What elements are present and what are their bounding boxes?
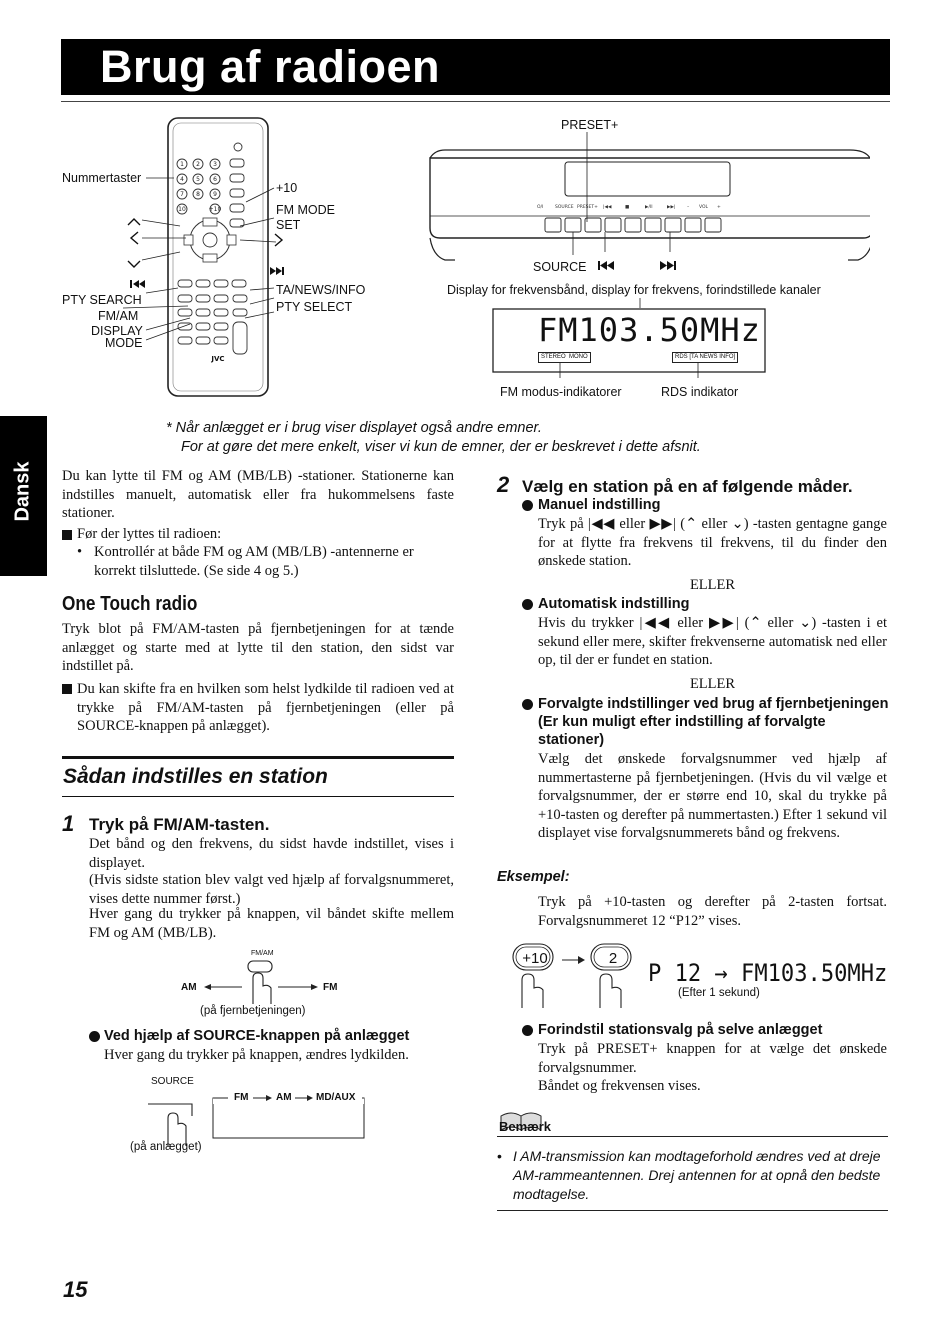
note-rule-top bbox=[497, 1136, 888, 1137]
svg-text:|◀◀: |◀◀ bbox=[603, 205, 612, 210]
one-touch-bullet: Du kan skifte fra en hvilken som helst lydkilde til radioen ved at trykke på FM/AM-tasten på fjernbetjeningen (eller på SOURCE-knappen på anlægget). bbox=[77, 681, 454, 734]
example-heading: Eksempel: bbox=[497, 869, 570, 885]
language-tab-label: Dansk bbox=[11, 461, 34, 522]
step2-number: 2 bbox=[497, 472, 510, 497]
bullet-dot: • bbox=[77, 544, 83, 560]
preset-heading: Forvalgte indstillinger ved brug af fjernbetjeningen (Er kun muligt efter indstilling af forvalgte stationer) bbox=[538, 696, 889, 748]
label-display: DISPLAY bbox=[91, 324, 143, 338]
unit-skip-forward-icon bbox=[660, 261, 676, 270]
note-text: I AM-transmission kan modtageforhold ændres ved at dreje AM-rammeantennen. Drej antennen for at opnå den bedste modtagelse. bbox=[513, 1148, 881, 1202]
title-rule bbox=[61, 101, 890, 102]
svg-text:1: 1 bbox=[180, 161, 184, 168]
unit-preset-heading: Forindstil stationsvalg på selve anlægget bbox=[538, 1022, 823, 1038]
round-bullet bbox=[522, 599, 533, 610]
eller-2: ELLER bbox=[689, 676, 736, 692]
fmam-fig-caption: (på fjernbetjeningen) bbox=[200, 1005, 306, 1017]
skip-forward-icon bbox=[270, 267, 284, 275]
svg-text:4: 4 bbox=[180, 176, 184, 183]
chevron-up-icon bbox=[128, 219, 140, 225]
svg-text:6: 6 bbox=[213, 176, 217, 183]
source-text: Hver gang du trykker på knappen, ændres lydkilden. bbox=[104, 1047, 409, 1063]
svg-text:PRESET+: PRESET+ bbox=[577, 205, 598, 210]
unit-preset-text: Tryk på PRESET+ knappen for at vælge det ønskede forvalgsnummer. bbox=[538, 1041, 887, 1076]
source-fig-fm: FM bbox=[234, 1092, 249, 1103]
svg-text:■: ■ bbox=[625, 205, 630, 210]
manual-heading: Manuel indstilling bbox=[538, 497, 661, 513]
fmam-fig-top: FM/AM bbox=[251, 950, 274, 957]
display-stereo-mono: STEREO MONO bbox=[538, 352, 591, 363]
display-caption: Display for frekvensbånd, display for frekvens, forindstillede kanaler bbox=[447, 283, 821, 297]
svg-text:+10: +10 bbox=[208, 206, 222, 213]
before-heading: Før der lyttes til radioen: bbox=[77, 526, 222, 542]
step2-heading: Vælg en station på en af følgende måder. bbox=[522, 477, 853, 496]
display-frequency: FM103.50MHz bbox=[538, 311, 761, 349]
round-bullet bbox=[522, 1025, 533, 1036]
label-set: SET bbox=[276, 218, 301, 232]
skip-back-icon bbox=[130, 280, 145, 288]
chevron-left-icon bbox=[131, 232, 138, 244]
fmam-fig-fm: FM bbox=[323, 982, 338, 993]
display-rds: RDS [TA NEWS INFO] bbox=[672, 352, 738, 363]
source-heading: Ved hjælp af SOURCE-knappen på anlægget bbox=[104, 1028, 410, 1044]
svg-text:▶/II: ▶/II bbox=[645, 205, 653, 210]
preset-text: Vælg det ønskede forvalgsnummer ved hjælp af nummertasterne på fjernbetjeningen. (Hvis du vil vælge et forvalgsnummer, der er større end 10, skal du trykke på +10-tasten og derefter på nummertasten.) Efter 1 sekund vil displayet vise forvalgsnummerets bånd og frekvens. bbox=[538, 751, 887, 841]
before-bullet: Kontrollér at både FM og AM (MB/LB) -antennerne er korrekt tilsluttede. (Se side 4 og 5.) bbox=[94, 544, 414, 579]
unit-preset-text2: Båndet og frekvensen vises. bbox=[538, 1078, 701, 1094]
example-text: Tryk på +10-tasten og derefter på 2-tasten fortsat. Forvalgsnummeret 12 “P12” vises. bbox=[538, 894, 887, 929]
source-fig-am: AM bbox=[276, 1092, 292, 1103]
unit-skip-icons bbox=[596, 259, 686, 273]
page-title: Brug af radioen bbox=[100, 41, 441, 92]
svg-text:5: 5 bbox=[196, 176, 200, 183]
chevron-down-icon bbox=[128, 261, 140, 267]
step1-text1: Det bånd og den frekvens, du sidst havde indstillet, vises i displayet. bbox=[89, 836, 454, 871]
source-fig-mdaux: MD/AUX bbox=[316, 1092, 356, 1103]
svg-text:9: 9 bbox=[213, 191, 217, 198]
label-fm-am: FM/AM bbox=[98, 309, 139, 323]
example-display: P 12 → FM103.50MHz bbox=[648, 959, 888, 987]
svg-text:▶▶|: ▶▶| bbox=[667, 205, 676, 210]
label-source: SOURCE bbox=[533, 260, 587, 274]
label-rds-indicator: RDS indikator bbox=[661, 385, 739, 399]
auto-heading: Automatisk indstilling bbox=[538, 596, 690, 612]
note-bullet-dot: • bbox=[497, 1148, 502, 1164]
step1-heading: Tryk på FM/AM-tasten. bbox=[89, 815, 270, 834]
svg-text:VOL: VOL bbox=[699, 205, 709, 210]
round-bullet bbox=[522, 500, 533, 511]
page-number: 15 bbox=[63, 1277, 88, 1302]
note-label: Bemærk bbox=[499, 1119, 552, 1134]
manual-text: Tryk på |◀◀ eller ▶▶| (⌃ eller ⌄) -tasten gentagne gange for at flytte fra frekvens til frekvens, til du finder den ønskede station. bbox=[538, 516, 887, 569]
section-rule-bottom bbox=[62, 796, 454, 797]
example-btn-2: 2 bbox=[608, 950, 618, 967]
eller-1: ELLER bbox=[689, 577, 736, 593]
section-rule-top bbox=[62, 756, 454, 759]
stereo-unit-illustration bbox=[425, 110, 870, 270]
round-bullet bbox=[89, 1031, 100, 1042]
unit-skip-back-icon bbox=[598, 261, 614, 270]
section-heading: Sådan indstilles en station bbox=[63, 765, 328, 788]
intro-paragraph: Du kan lytte til FM og AM (MB/LB) -stationer. Stationerne kan indstilles manuelt, automatisk eller fra hukommelsens faste stationer. bbox=[62, 468, 454, 521]
label-mode: MODE bbox=[105, 336, 143, 350]
star-note-line1: * Når anlægget er i brug viser displayet også andre emner. bbox=[166, 420, 542, 436]
one-touch-text: Tryk blot på FM/AM-tasten på fjernbetjeningen for at tænde anlægget og starte med at lytte til den station, den sidst var indstillet på. bbox=[62, 621, 454, 674]
star-note-line2: For at gøre det mere enkelt, viser vi kun de emner, der er beskrevet i dette afsnit. bbox=[181, 439, 701, 455]
label-nummertaster: Nummertaster bbox=[62, 171, 142, 185]
label-plus10: +10 bbox=[276, 181, 298, 195]
square-bullet bbox=[62, 530, 72, 540]
square-bullet bbox=[62, 684, 72, 694]
example-caption: (Efter 1 sekund) bbox=[678, 987, 760, 999]
note-rule-bottom bbox=[497, 1210, 888, 1211]
label-ta-news-info: TA/NEWS/INFO bbox=[276, 283, 366, 297]
step1-text3: Hver gang du trykker på knappen, vil båndet skifte mellem FM og AM (MB/LB). bbox=[89, 906, 454, 941]
svg-text:2: 2 bbox=[196, 161, 200, 168]
round-bullet bbox=[522, 699, 533, 710]
svg-text:–: – bbox=[687, 205, 690, 210]
fmam-button-hand-illustration bbox=[200, 956, 324, 1006]
label-preset-plus: PRESET+ bbox=[561, 118, 619, 132]
svg-text:7: 7 bbox=[180, 191, 184, 198]
svg-text:SOURCE: SOURCE bbox=[555, 205, 574, 210]
label-pty-search: PTY SEARCH bbox=[62, 293, 142, 307]
auto-text: Hvis du trykker |◀◀ eller ▶▶| (⌃ eller ⌄) -tasten i et sekund eller mere, skifter frekvenserne automatisk ned eller op, til der er fundet en station. bbox=[538, 615, 887, 668]
svg-text:10: 10 bbox=[178, 206, 186, 213]
source-fig-caption: (på anlægget) bbox=[130, 1141, 202, 1153]
step1-number: 1 bbox=[62, 811, 75, 836]
svg-text:JVC: JVC bbox=[211, 355, 225, 363]
svg-text:8: 8 bbox=[196, 191, 200, 198]
source-fig-label: SOURCE bbox=[151, 1076, 194, 1087]
label-pty-select: PTY SELECT bbox=[276, 300, 353, 314]
example-btn-plus10: +10 bbox=[522, 950, 548, 967]
remote-leader-lines bbox=[60, 110, 300, 360]
label-fm-mode: FM MODE bbox=[276, 203, 336, 217]
svg-text:O/I: O/I bbox=[537, 205, 544, 210]
one-touch-heading: One Touch radio bbox=[62, 593, 198, 615]
step1-text2: (Hvis sidste station blev valgt ved hjælp af forvalgsnummeret, vises dette nummer først.) bbox=[89, 872, 454, 907]
svg-text:+: + bbox=[717, 205, 721, 210]
chevron-right-icon bbox=[275, 234, 282, 246]
label-fm-mode-indicators: FM modus-indikatorer bbox=[500, 385, 622, 399]
svg-text:3: 3 bbox=[213, 161, 217, 168]
fmam-fig-am: AM bbox=[181, 982, 197, 993]
